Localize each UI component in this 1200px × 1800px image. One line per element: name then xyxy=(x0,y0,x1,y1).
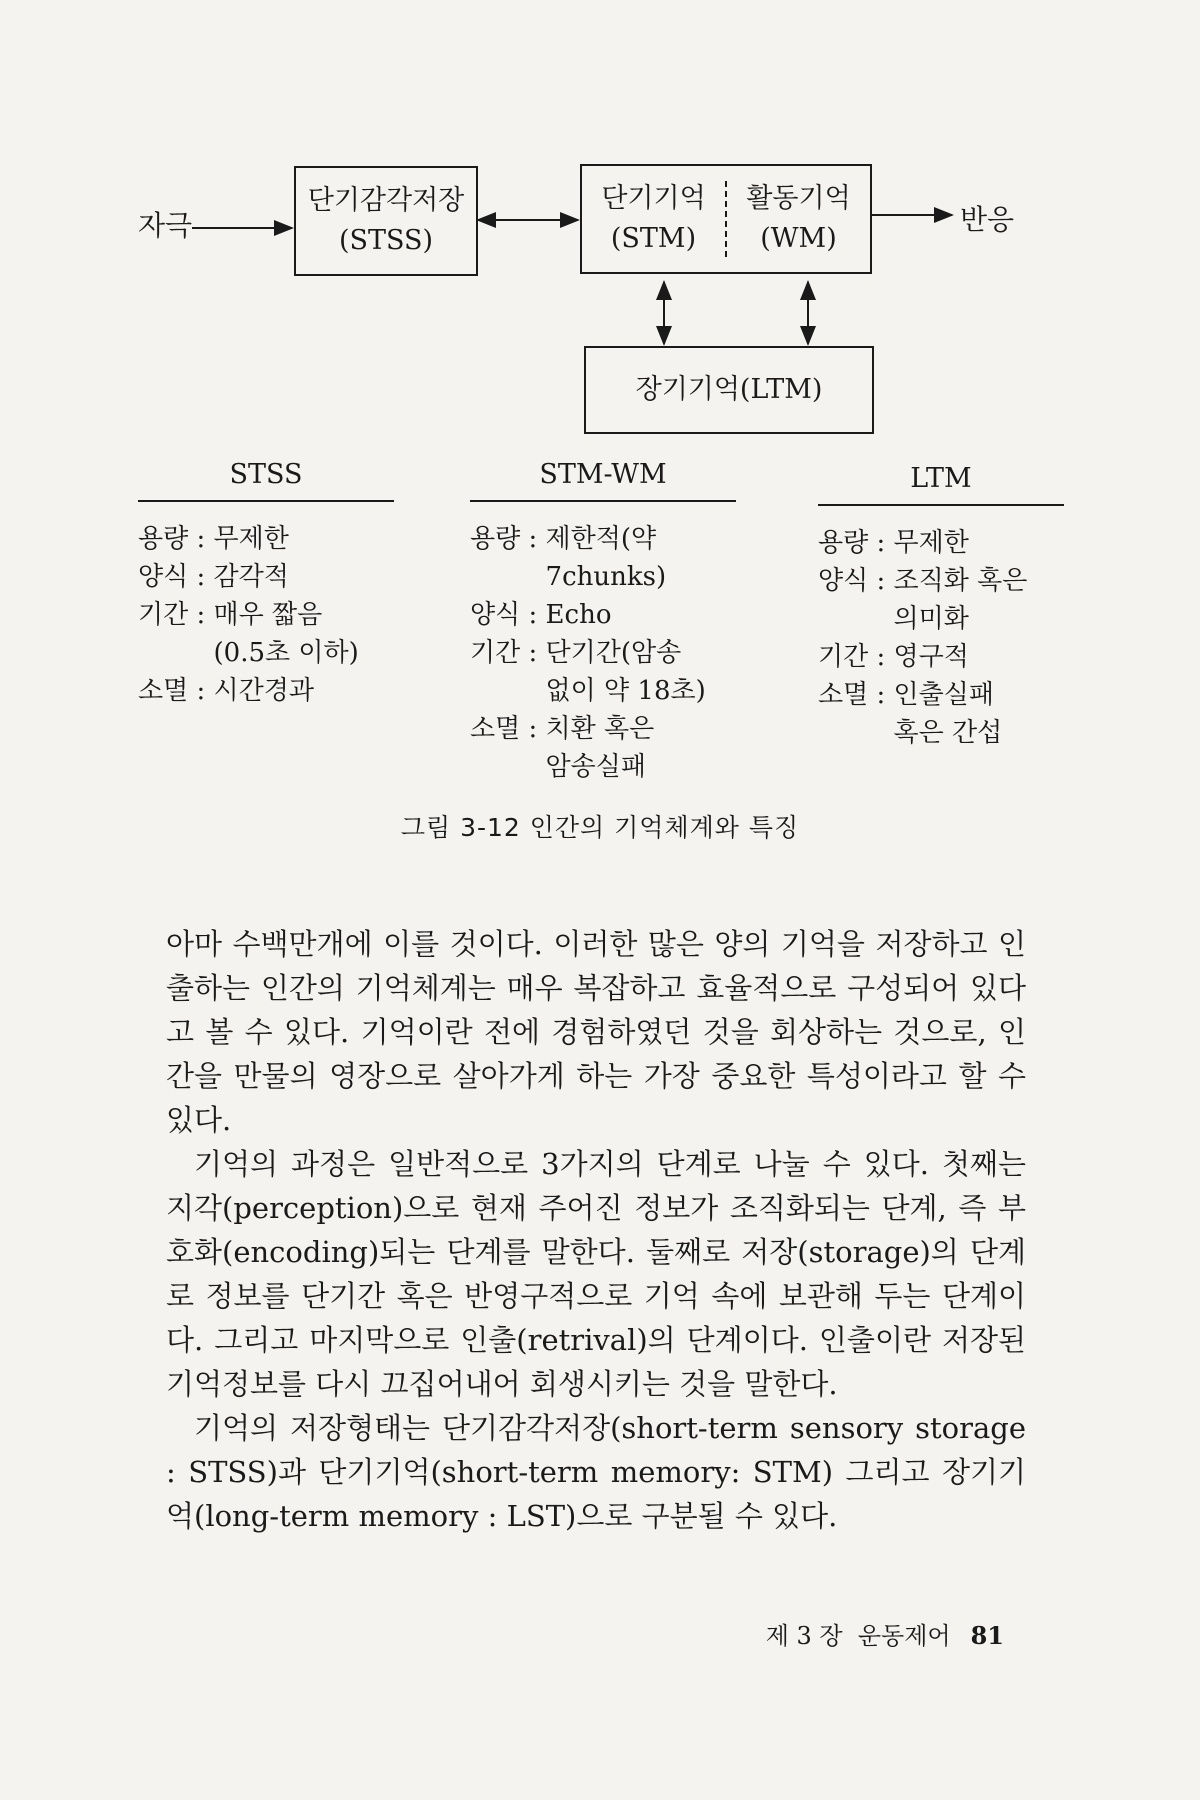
column-row: 양식 : Echo xyxy=(470,600,612,630)
ltm-box xyxy=(584,346,874,434)
page-footer xyxy=(766,1616,1004,1651)
column-row: 용량 : 무제한 xyxy=(818,528,969,558)
page-number: 81 xyxy=(970,1621,1004,1650)
column-row: 용량 : 무제한 xyxy=(138,524,289,554)
stm-section xyxy=(582,179,725,259)
wm-box-line2: (WM) xyxy=(760,223,837,254)
chapter-label: 제 3 장 운동제어 xyxy=(765,1622,951,1650)
stimulus-label: 자극 xyxy=(138,209,193,242)
column-heading: LTM xyxy=(818,460,1064,506)
stm-wm-box xyxy=(580,164,872,274)
stm-box-line2: (STM) xyxy=(610,223,697,254)
column-row: 소멸 : 시간경과 xyxy=(138,676,314,706)
column-row: 양식 : 조직화 혹은 의미화 xyxy=(818,566,1028,634)
column-stss xyxy=(138,456,394,710)
column-row: 소멸 : 인출실패 혹은 간섭 xyxy=(818,680,1003,748)
column-heading: STM-WM xyxy=(470,456,736,502)
column-heading: STSS xyxy=(138,456,394,502)
column-row: 기간 : 단기간(암송 없이 약 18초) xyxy=(470,638,706,706)
body-text xyxy=(166,922,1026,1538)
response-label: 반응 xyxy=(960,203,1015,236)
figure-caption: 그림 3-12 인간의 기억체계와 특징 xyxy=(400,813,800,842)
stss-box xyxy=(294,166,478,276)
stm-box-line1: 단기기억 xyxy=(601,183,706,214)
wm-box-line1: 활동기억 xyxy=(746,183,851,214)
paragraph: 기억의 과정은 일반적으로 3가지의 단계로 나눌 수 있다. 첫째는 지각(perception)으로 현재 주어진 정보가 조직화되는 단계, 즉 부호화(encoding)되는 단계를 말한다. 둘째로 저장(storage)의 단계로 정보를 단기간 혹은 반영구적으로 기억 속에 보관해 두는 단계이다. 그리고 마지막으로 인출(retrival)의 단계이다. 인출이란 저장된 기억정보를 다시 끄집어내어 회생시키는 것을 말한다. xyxy=(166,1147,1026,1401)
paragraph: 아마 수백만개에 이를 것이다. 이러한 많은 양의 기억을 저장하고 인출하는 인간의 기억체계는 매우 복잡하고 효율적으로 구성되어 있다고 볼 수 있다. 기억이란 전에 경험하였던 것을 회상하는 것으로, 인간을 만물의 영장으로 살아가게 하는 가장 중요한 특성이라고 할 수 있다. xyxy=(166,927,1026,1137)
column-row: 용량 : 제한적(약 7chunks) xyxy=(470,524,667,592)
stss-box-line1: 단기감각저장 xyxy=(307,185,465,216)
paragraph: 기억의 저장형태는 단기감각저장(short-term sensory storage : STSS)과 단기기억(short-term memory: STM) 그리고 장기기억(long-term memory : LST)으로 구분될 수 있다. xyxy=(166,1411,1026,1533)
column-row: 양식 : 감각적 xyxy=(138,562,289,592)
wm-section xyxy=(727,179,870,259)
column-row: 기간 : 영구적 xyxy=(818,642,969,672)
column-stm-wm xyxy=(470,456,736,786)
column-row: 소멸 : 치환 혹은 암송실패 xyxy=(470,714,655,782)
column-row: 기간 : 매우 짧음 (0.5초 이하) xyxy=(138,600,359,668)
ltm-box-line1: 장기기억(LTM) xyxy=(635,374,823,405)
stss-box-line2: (STSS) xyxy=(338,225,434,256)
column-ltm xyxy=(818,460,1064,752)
